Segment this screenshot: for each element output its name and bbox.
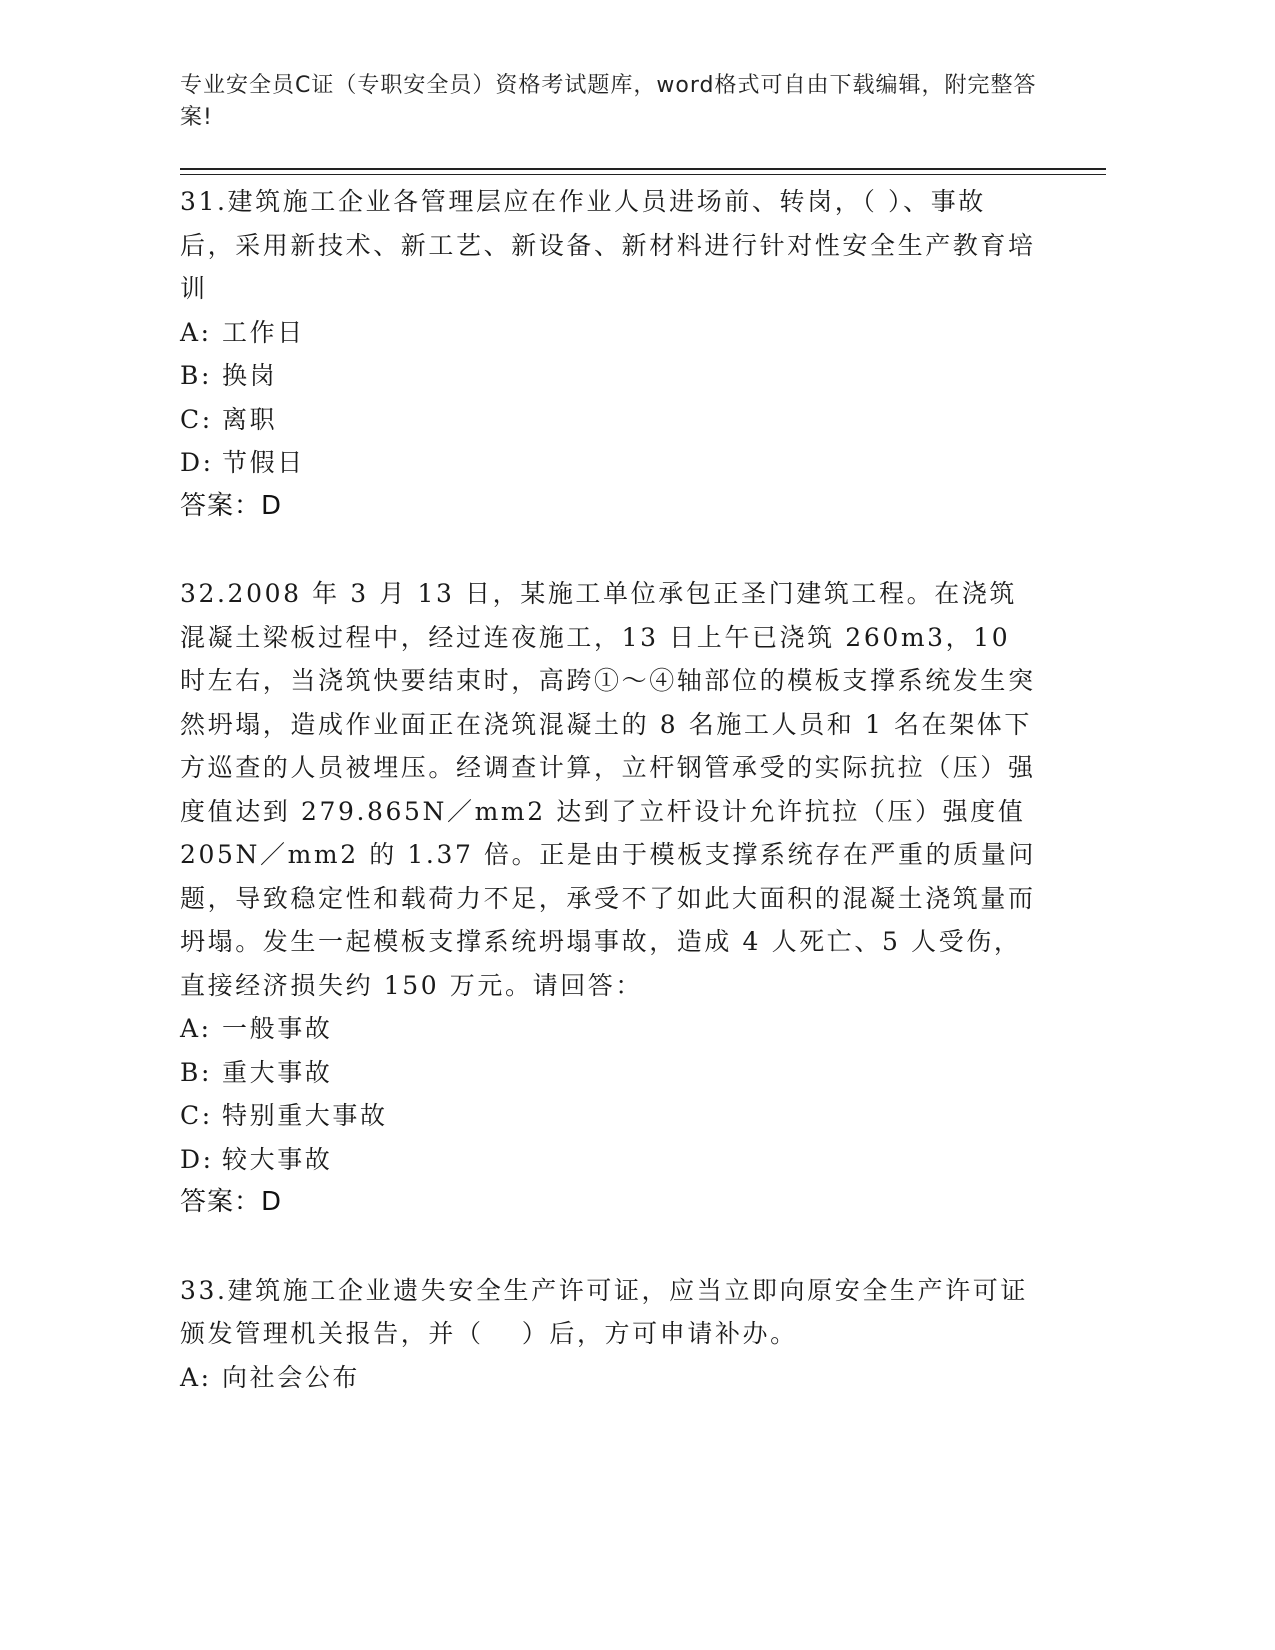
option-text: 向社会公布 — [222, 1362, 361, 1392]
option-text: 较大事故 — [222, 1144, 333, 1174]
answer-line: 答案：D — [180, 1187, 283, 1217]
question-32 — [180, 572, 1040, 1225]
option-c — [180, 398, 1040, 442]
option-key: A: — [180, 317, 212, 347]
option-text: 一般事故 — [222, 1014, 333, 1043]
option-d — [180, 441, 1040, 485]
option-a — [180, 311, 1040, 355]
option-key: B: — [180, 1057, 212, 1087]
question-text: 33.建筑施工企业遗失安全生产许可证，应当立即向原安全生产许可证颁发管理机关报告，并（ ）后，方可申请补办。 — [180, 1275, 1028, 1348]
option-key: C: — [180, 1101, 213, 1130]
option-text: 离职 — [222, 404, 278, 434]
answer-line: 答案：D — [180, 490, 283, 521]
question-text: 32.2008 年 3 月 13 日，某施工单位承包正圣门建筑工程。在浇筑混凝土梁板过程中，经过连夜施工，13 日上午已浇筑 260m3，10 时左右，当浇筑快要结束时，高跨①～④轴部位的模板支撑系统发生突然坍塌，造成作业面正在浇筑混凝土的 8 名施工人员和 1 名在架体下方巡查的人员被埋压。经调查计算，立杆钢管承受的实际抗拉（压）强度值达到 279.865N／mm2 达到了立杆设计允许抗拉（压）强度值 205N／mm2 的 1.37 倍。正是由于模板支撑系统存在严重的质量问题，导致稳定性和载荷力不足，承受不了如此大面积的混凝土浇筑量而坍塌。发生一起模板支撑系统坍塌事故，造成 4 人死亡、5 人受伤，直接经济损失约 150 万元。请回答： — [180, 579, 1037, 1000]
question-list — [180, 180, 1040, 1399]
option-text: 特别重大事故 — [222, 1101, 388, 1130]
option-key: C: — [180, 404, 213, 434]
question-spacer — [180, 1225, 1040, 1269]
question-text: 31.建筑施工企业各管理层应在作业人员进场前、转岗，（ ）、事故后，采用新技术、新工艺、新设备、新材料进行针对性安全生产教育培训 — [180, 187, 1036, 303]
question-33 — [180, 1269, 1040, 1400]
option-text: 节假日 — [222, 448, 305, 477]
option-a — [180, 1356, 1040, 1400]
option-text: 重大事故 — [222, 1057, 333, 1087]
option-d — [180, 1138, 1040, 1182]
option-key: A: — [180, 1014, 212, 1043]
option-text: 换岗 — [222, 361, 278, 390]
option-key: D: — [180, 448, 214, 477]
header-divider-thick — [180, 168, 1106, 170]
option-b — [180, 354, 1040, 398]
page-header: 专业安全员C证（专职安全员）资格考试题库，word格式可自由下载编辑，附完整答案! — [180, 73, 1037, 130]
option-key: B: — [180, 361, 212, 390]
option-text: 工作日 — [222, 317, 305, 347]
option-key: A: — [180, 1362, 212, 1392]
question-spacer — [180, 528, 1040, 572]
option-c — [180, 1094, 1040, 1138]
option-key: D: — [180, 1144, 214, 1174]
header-divider-thin — [180, 174, 1106, 175]
option-b — [180, 1051, 1040, 1095]
option-a — [180, 1007, 1040, 1051]
question-31 — [180, 180, 1040, 528]
